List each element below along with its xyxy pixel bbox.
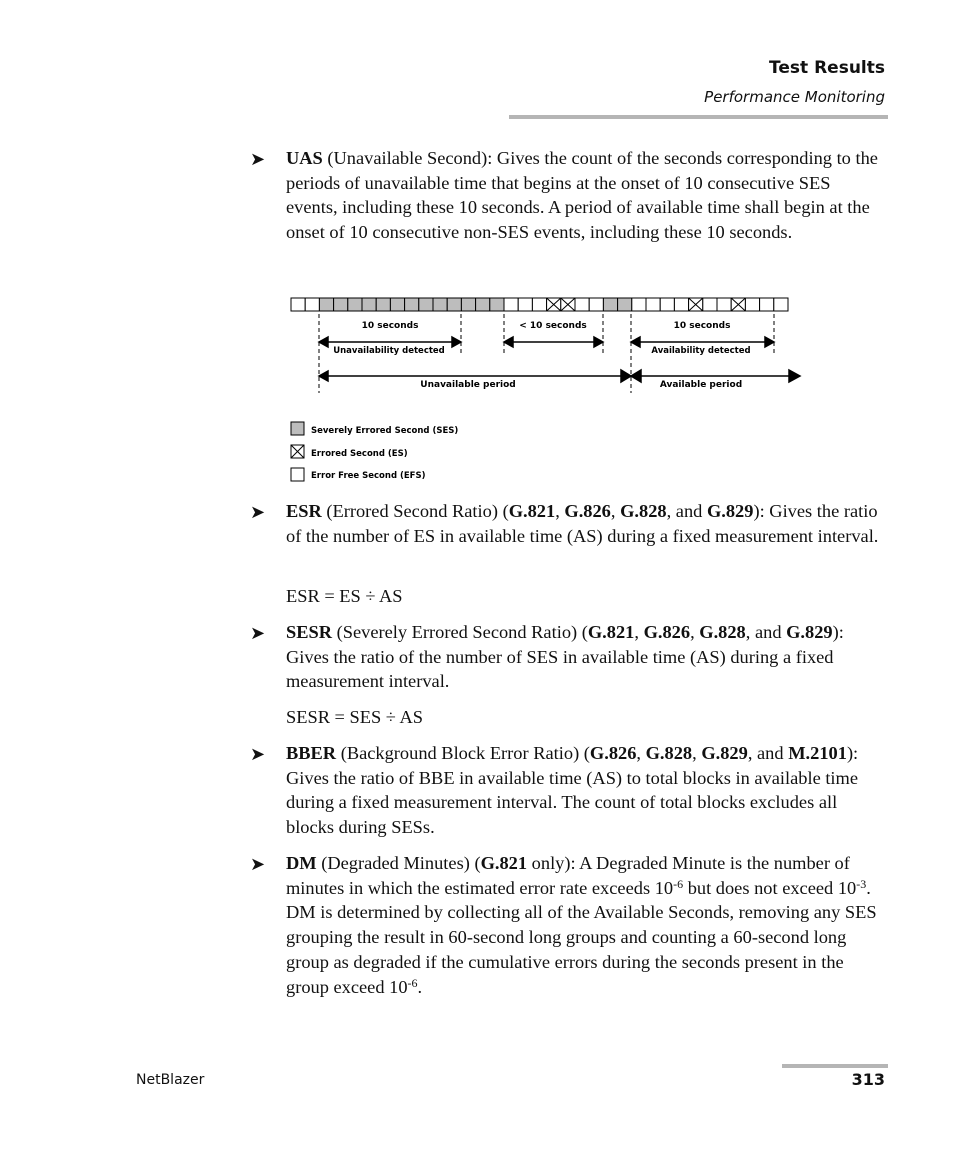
term-uas: UAS	[286, 148, 323, 168]
chapter-title: Test Results	[769, 58, 885, 78]
legend-efs-swatch	[291, 468, 304, 481]
dm-description: .	[417, 976, 423, 997]
second-cell-efs	[674, 298, 688, 311]
bber-description: ): Gives the ratio of BBE in available time (AS) to total blocks in available time during a fixed measurement interval. The count of total blocks excludes all blocks during SESs.	[286, 743, 859, 838]
label-less-than-10-seconds: < 10 seconds	[519, 321, 587, 331]
second-cell-ses	[405, 298, 419, 311]
exponent: -3	[856, 876, 867, 891]
footer-rule	[782, 1064, 888, 1068]
second-cell-efs	[703, 298, 717, 311]
second-cell-ses	[433, 298, 447, 311]
second-cells-row	[291, 298, 788, 311]
bullet-arrow-icon: ➤	[250, 149, 266, 170]
legend-efs-label: Error Free Second (EFS)	[311, 471, 426, 481]
second-cell-efs	[745, 298, 759, 311]
second-cell-efs	[589, 298, 603, 311]
sesr-text: (Severely Errored Second Ratio) (	[332, 622, 588, 642]
second-cell-ses	[618, 298, 632, 311]
separator: ,	[634, 622, 644, 642]
standard-ref: G.829	[701, 743, 748, 763]
term-esr: ESR	[286, 501, 322, 521]
second-cell-efs	[760, 298, 774, 311]
standard-ref: G.821	[480, 853, 528, 873]
sesr-formula: SESR = SES ÷ AS	[286, 707, 423, 727]
page-number: 313	[851, 1070, 885, 1089]
label-10-seconds-left: 10 seconds	[361, 321, 419, 331]
standard-ref: G.828	[620, 501, 667, 521]
second-cell-efs	[575, 298, 589, 311]
second-cell-ses	[461, 298, 475, 311]
legend	[291, 422, 458, 481]
dm-description: only): A Degraded Minute is the number of minutes in which the estimated error rate exceeds 10	[286, 853, 850, 898]
label-available-period: Available period	[659, 380, 743, 390]
label-unavailability-detected: Unavailability detected	[333, 346, 445, 356]
section-subtitle: Performance Monitoring	[704, 88, 885, 106]
second-cell-efs	[774, 298, 788, 311]
second-cell-ses	[376, 298, 390, 311]
standard-ref: G.828	[645, 743, 693, 763]
standard-ref: G.829	[706, 501, 754, 521]
second-cell-ses	[603, 298, 617, 311]
standard-ref: G.826	[564, 501, 611, 521]
separator: ,	[555, 501, 565, 521]
second-cell-ses	[447, 298, 461, 311]
second-cell-ses	[490, 298, 504, 311]
dm-description: but does not exceed 10	[683, 877, 857, 898]
standard-ref: G.821	[508, 501, 556, 521]
standard-ref: G.821	[587, 622, 635, 642]
separator: , and	[745, 622, 787, 642]
legend-es-label: Errored Second (ES)	[311, 449, 408, 459]
separator: , and	[666, 501, 707, 521]
second-cell-ses	[476, 298, 490, 311]
esr-formula: ESR = ES ÷ AS	[286, 586, 403, 606]
header-rule	[509, 115, 888, 119]
uas-description: (Unavailable Second): Gives the count of the seconds corresponding to the periods of unavailable time that begins at the onset of 10 consecutive SES events, including these 10 seconds. A period of available time shall begin at the onset of 10 consecutive non-SES events, including these 10 seconds.	[286, 148, 878, 243]
separator: ,	[610, 501, 621, 521]
second-cell-ses	[319, 298, 333, 311]
legend-es-swatch	[291, 445, 304, 458]
dm-description: . DM is determined by collecting all of the Available Seconds, removing any SES grouping the result in 60-second long groups and counting a 60-second long group as degraded if the cumulative errors during the seconds present in the group exceed 10	[286, 877, 877, 997]
label-availability-detected: Availability detected	[651, 346, 751, 356]
separator: ,	[636, 743, 646, 763]
bullet-arrow-icon: ➤	[250, 502, 266, 523]
second-cell-ses	[348, 298, 362, 311]
standard-ref: G.826	[643, 622, 691, 642]
separator: , and	[747, 743, 789, 763]
bullet-esr	[286, 499, 886, 548]
second-cell-efs	[518, 298, 532, 311]
second-cell-ses	[390, 298, 404, 311]
second-cell-efs	[632, 298, 646, 311]
second-cell-efs	[660, 298, 674, 311]
bullet-arrow-icon: ➤	[250, 854, 266, 875]
separator: ,	[692, 743, 702, 763]
second-cell-efs	[291, 298, 305, 311]
standard-ref: M.2101	[788, 743, 847, 763]
second-cell-ses	[419, 298, 433, 311]
bullet-dm	[286, 851, 886, 999]
bullet-uas	[286, 146, 886, 245]
esr-text: (Errored Second Ratio) (	[321, 501, 509, 521]
bullet-sesr	[286, 620, 886, 694]
label-unavailable-period: Unavailable period	[420, 380, 516, 390]
bullet-bber	[286, 741, 886, 840]
second-cell-ses	[362, 298, 376, 311]
interval-arrows	[319, 337, 800, 382]
product-name: NetBlazer	[136, 1072, 205, 1088]
dm-text: (Degraded Minutes) (	[316, 853, 481, 873]
term-bber: BBER	[286, 743, 337, 763]
standard-ref: G.826	[589, 743, 637, 763]
second-cell-efs	[305, 298, 319, 311]
bber-text: (Background Block Error Ratio) (	[336, 743, 590, 763]
second-cell-efs	[646, 298, 660, 311]
term-dm: DM	[286, 853, 317, 873]
exponent: -6	[407, 975, 418, 990]
second-cell-ses	[334, 298, 348, 311]
separator: ,	[690, 622, 700, 642]
bullet-arrow-icon: ➤	[250, 623, 266, 644]
bullet-arrow-icon: ➤	[250, 744, 266, 765]
uas-timing-diagram	[280, 290, 810, 485]
second-cell-efs	[532, 298, 546, 311]
second-cell-efs	[504, 298, 518, 311]
standard-ref: G.828	[699, 622, 746, 642]
esr-description: ): Gives the ratio of the number of ES in available time (AS) during a fixed measurement interval.	[286, 501, 879, 546]
standard-ref: G.829	[786, 622, 833, 642]
term-sesr: SESR	[286, 622, 333, 642]
exponent: -6	[673, 876, 684, 891]
sesr-description: ): Gives the ratio of the number of SES in available time (AS) during a fixed measurement interval.	[286, 622, 844, 692]
second-cell-efs	[717, 298, 731, 311]
legend-ses-label: Severely Errored Second (SES)	[311, 426, 459, 436]
label-10-seconds-right: 10 seconds	[673, 321, 731, 331]
legend-ses-swatch	[291, 422, 304, 435]
